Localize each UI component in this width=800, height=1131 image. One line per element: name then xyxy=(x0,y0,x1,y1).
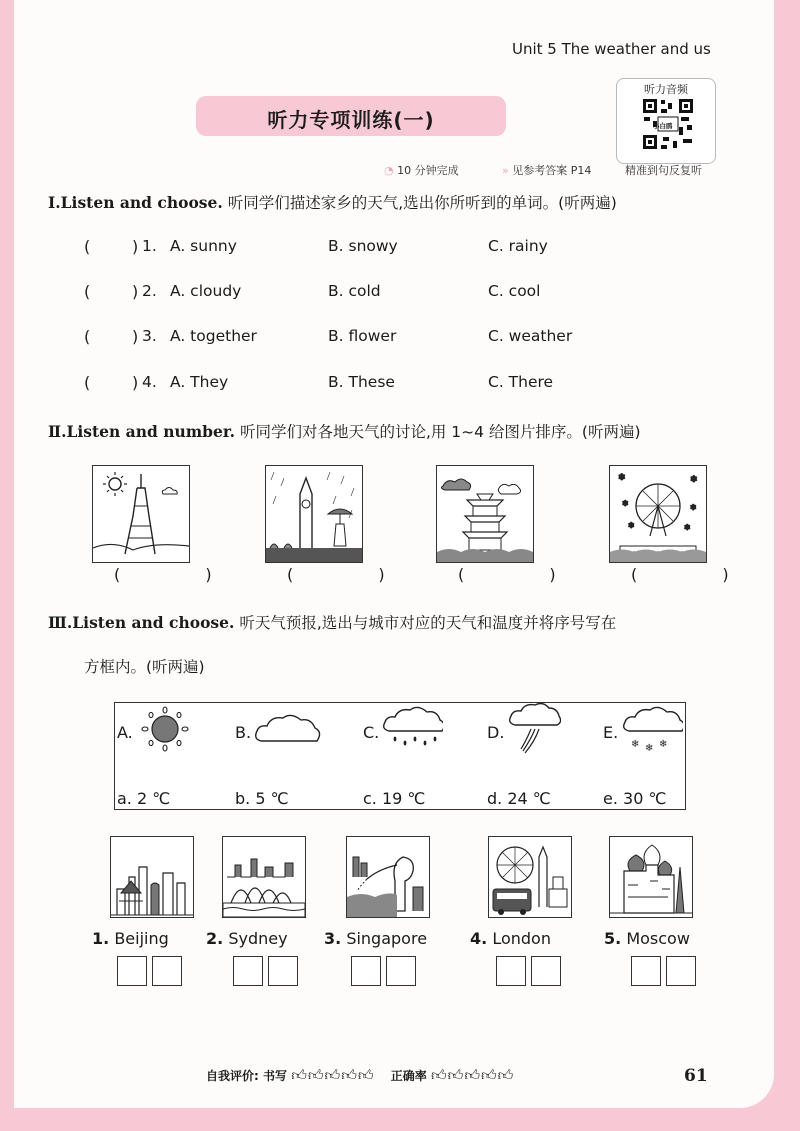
city-name: Singapore xyxy=(346,929,428,948)
picture-beijing xyxy=(110,836,194,918)
answer-ref xyxy=(502,162,591,178)
answer-blank-close: ) xyxy=(132,373,139,392)
city-number: 3. xyxy=(324,929,342,948)
option-b: B. flower xyxy=(328,327,397,345)
city-name: Beijing xyxy=(114,929,169,948)
temperature-option: a. 2 ℃ xyxy=(117,789,171,808)
svg-text:❄: ❄ xyxy=(684,523,691,532)
london-skyline-drawing xyxy=(489,837,571,917)
section-3-heading-line2: 方框内。(听两遍) xyxy=(84,658,205,676)
question-row xyxy=(84,237,684,261)
section-1-title-en: Listen and choose. xyxy=(60,193,223,212)
option-c: C. rainy xyxy=(488,237,548,255)
picture-yellow-crane-tower-cloudy xyxy=(436,465,534,563)
svg-text:❄: ❄ xyxy=(631,739,640,750)
city-label-sydney xyxy=(206,929,288,948)
option-c: C. weather xyxy=(488,327,573,345)
sun-icon xyxy=(135,705,191,753)
order-blank[interactable]: ( ) xyxy=(287,565,425,584)
temperature-answer-box[interactable] xyxy=(152,956,182,986)
city-label-moscow xyxy=(604,929,690,948)
weather-letter: D. xyxy=(487,723,505,742)
section-3-heading xyxy=(48,611,616,633)
section-2-roman: Ⅱ. xyxy=(48,422,67,441)
sydney-skyline-drawing xyxy=(223,837,305,917)
moscow-kremlin-drawing xyxy=(610,837,692,917)
temperature-answer-box[interactable] xyxy=(386,956,416,986)
singapore-merlion-drawing xyxy=(347,837,429,917)
question-row xyxy=(84,282,684,306)
section-1-title-cn: 听同学们描述家乡的天气,选出你所听到的单词。(听两遍) xyxy=(227,194,617,212)
option-b: B. cold xyxy=(328,282,381,300)
svg-text:❄: ❄ xyxy=(628,521,635,530)
section-2-heading xyxy=(48,420,641,442)
temperature-option: e. 30 ℃ xyxy=(603,789,667,808)
option-c: C. There xyxy=(488,373,554,391)
temperature-answer-box[interactable] xyxy=(531,956,561,986)
self-eval-label: 自我评价: xyxy=(206,1069,259,1083)
city-label-singapore xyxy=(324,929,427,948)
time-text: 10 分钟完成 xyxy=(397,164,459,177)
weather-letter: B. xyxy=(235,723,252,742)
weather-letter: E. xyxy=(603,723,619,742)
weather-answer-box[interactable] xyxy=(233,956,263,986)
section-3-title-cn: 听天气预报,选出与城市对应的天气和温度并将序号写在 xyxy=(239,614,617,632)
picture-ferris-wheel-snowy xyxy=(609,465,707,563)
answer-blank[interactable]: ( xyxy=(84,327,91,346)
svg-text:❄: ❄ xyxy=(618,473,626,483)
accuracy-label: 正确率 xyxy=(390,1069,427,1083)
city-name: Moscow xyxy=(626,929,690,948)
option-b: B. These xyxy=(328,373,395,391)
city-name: Sydney xyxy=(228,929,288,948)
svg-text:❄: ❄ xyxy=(690,475,698,485)
answer-blank[interactable]: ( xyxy=(84,282,91,301)
weather-answer-box[interactable] xyxy=(117,956,147,986)
order-blank[interactable]: ( ) xyxy=(114,565,252,584)
city-number: 2. xyxy=(206,929,224,948)
weather-letter: C. xyxy=(363,723,380,742)
city-label-london xyxy=(470,929,551,948)
weather-letter: A. xyxy=(117,723,133,742)
double-chevron-icon: » xyxy=(502,164,509,177)
page-title: 听力专项训练(一) xyxy=(267,108,435,132)
cloud-icon xyxy=(253,711,323,745)
question-number: 2. xyxy=(142,282,157,300)
city-name: London xyxy=(492,929,551,948)
weather-options-box xyxy=(114,702,686,810)
option-b: B. snowy xyxy=(328,237,398,255)
option-a: A. cloudy xyxy=(170,282,242,300)
option-a: A. together xyxy=(170,327,257,345)
cloudy-pagoda-drawing xyxy=(437,466,533,562)
svg-text:❄: ❄ xyxy=(622,499,629,508)
question-number: 4. xyxy=(142,373,157,391)
snowy-ferris-wheel-drawing xyxy=(610,466,706,562)
thumbs-up-rating-icon[interactable]: 👍︎👍︎👍︎👍︎👍︎ xyxy=(430,1066,515,1084)
section-3-roman: Ⅲ. xyxy=(48,613,73,632)
weather-answer-box[interactable] xyxy=(631,956,661,986)
temperature-answer-box[interactable] xyxy=(268,956,298,986)
section-2-title-cn: 听同学们对各地天气的讨论,用 1~4 给图片排序。(听两遍) xyxy=(239,423,641,441)
picture-singapore xyxy=(346,836,430,918)
qr-label: 听力音频 xyxy=(644,83,688,96)
answer-blank[interactable]: ( xyxy=(84,373,91,392)
temperature-option: c. 19 ℃ xyxy=(363,789,426,808)
weather-answer-box[interactable] xyxy=(351,956,381,986)
svg-text:❄: ❄ xyxy=(645,743,654,753)
picture-canton-tower-sunny xyxy=(92,465,190,563)
answer-blank[interactable]: ( xyxy=(84,237,91,256)
unit-header: Unit 5 The weather and us xyxy=(512,40,711,58)
page-number: 61 xyxy=(684,1066,708,1086)
temperature-option: d. 24 ℃ xyxy=(487,789,551,808)
city-number: 4. xyxy=(470,929,488,948)
weather-answer-box[interactable] xyxy=(496,956,526,986)
question-row xyxy=(84,327,684,351)
section-1-heading xyxy=(48,191,617,213)
qr-card[interactable] xyxy=(616,78,716,164)
answer-ref-text: 见参考答案 P14 xyxy=(512,164,592,177)
title-banner xyxy=(196,96,506,136)
rain-icon xyxy=(381,705,443,751)
option-a: A. They xyxy=(170,373,229,391)
self-evaluation xyxy=(206,1066,514,1085)
rainy-big-ben-drawing xyxy=(266,466,362,562)
picture-london xyxy=(488,836,572,918)
snow-icon xyxy=(621,705,683,753)
city-label-beijing xyxy=(92,929,169,948)
section-2-title-en: Listen and number. xyxy=(66,422,235,441)
writing-label: 书写 xyxy=(263,1069,288,1083)
option-a: A. sunny xyxy=(170,237,237,255)
clock-icon: ◔ xyxy=(384,164,394,177)
answer-blank-close: ) xyxy=(132,327,139,346)
sunny-tower-drawing xyxy=(93,466,189,562)
question-number: 1. xyxy=(142,237,157,255)
section-1-roman: Ⅰ. xyxy=(48,193,61,212)
city-number: 1. xyxy=(92,929,110,948)
city-number: 5. xyxy=(604,929,622,948)
wind-icon xyxy=(505,703,561,759)
question-row xyxy=(84,373,684,397)
thumbs-up-rating-icon[interactable]: 👍︎👍︎👍︎👍︎👍︎ xyxy=(291,1066,375,1084)
order-blank[interactable]: ( ) xyxy=(631,565,769,584)
picture-big-ben-rainy xyxy=(265,465,363,563)
question-number: 3. xyxy=(142,327,157,345)
beijing-skyline-drawing xyxy=(111,837,193,917)
listen-tip: 精准到句反复听 xyxy=(625,164,702,177)
temperature-option: b. 5 ℃ xyxy=(235,789,289,808)
picture-sydney xyxy=(222,836,306,918)
answer-blank-close: ) xyxy=(132,282,139,301)
svg-text:❄: ❄ xyxy=(690,503,697,512)
picture-moscow xyxy=(609,836,693,918)
time-badge xyxy=(384,162,459,178)
answer-blank-close: ) xyxy=(132,237,139,256)
temperature-answer-box[interactable] xyxy=(666,956,696,986)
qr-brand: 小白鸥 xyxy=(653,122,673,130)
svg-text:❄: ❄ xyxy=(659,739,668,750)
section-3-title-en: Listen and choose. xyxy=(72,613,235,632)
order-blank[interactable]: ( ) xyxy=(458,565,596,584)
option-c: C. cool xyxy=(488,282,541,300)
